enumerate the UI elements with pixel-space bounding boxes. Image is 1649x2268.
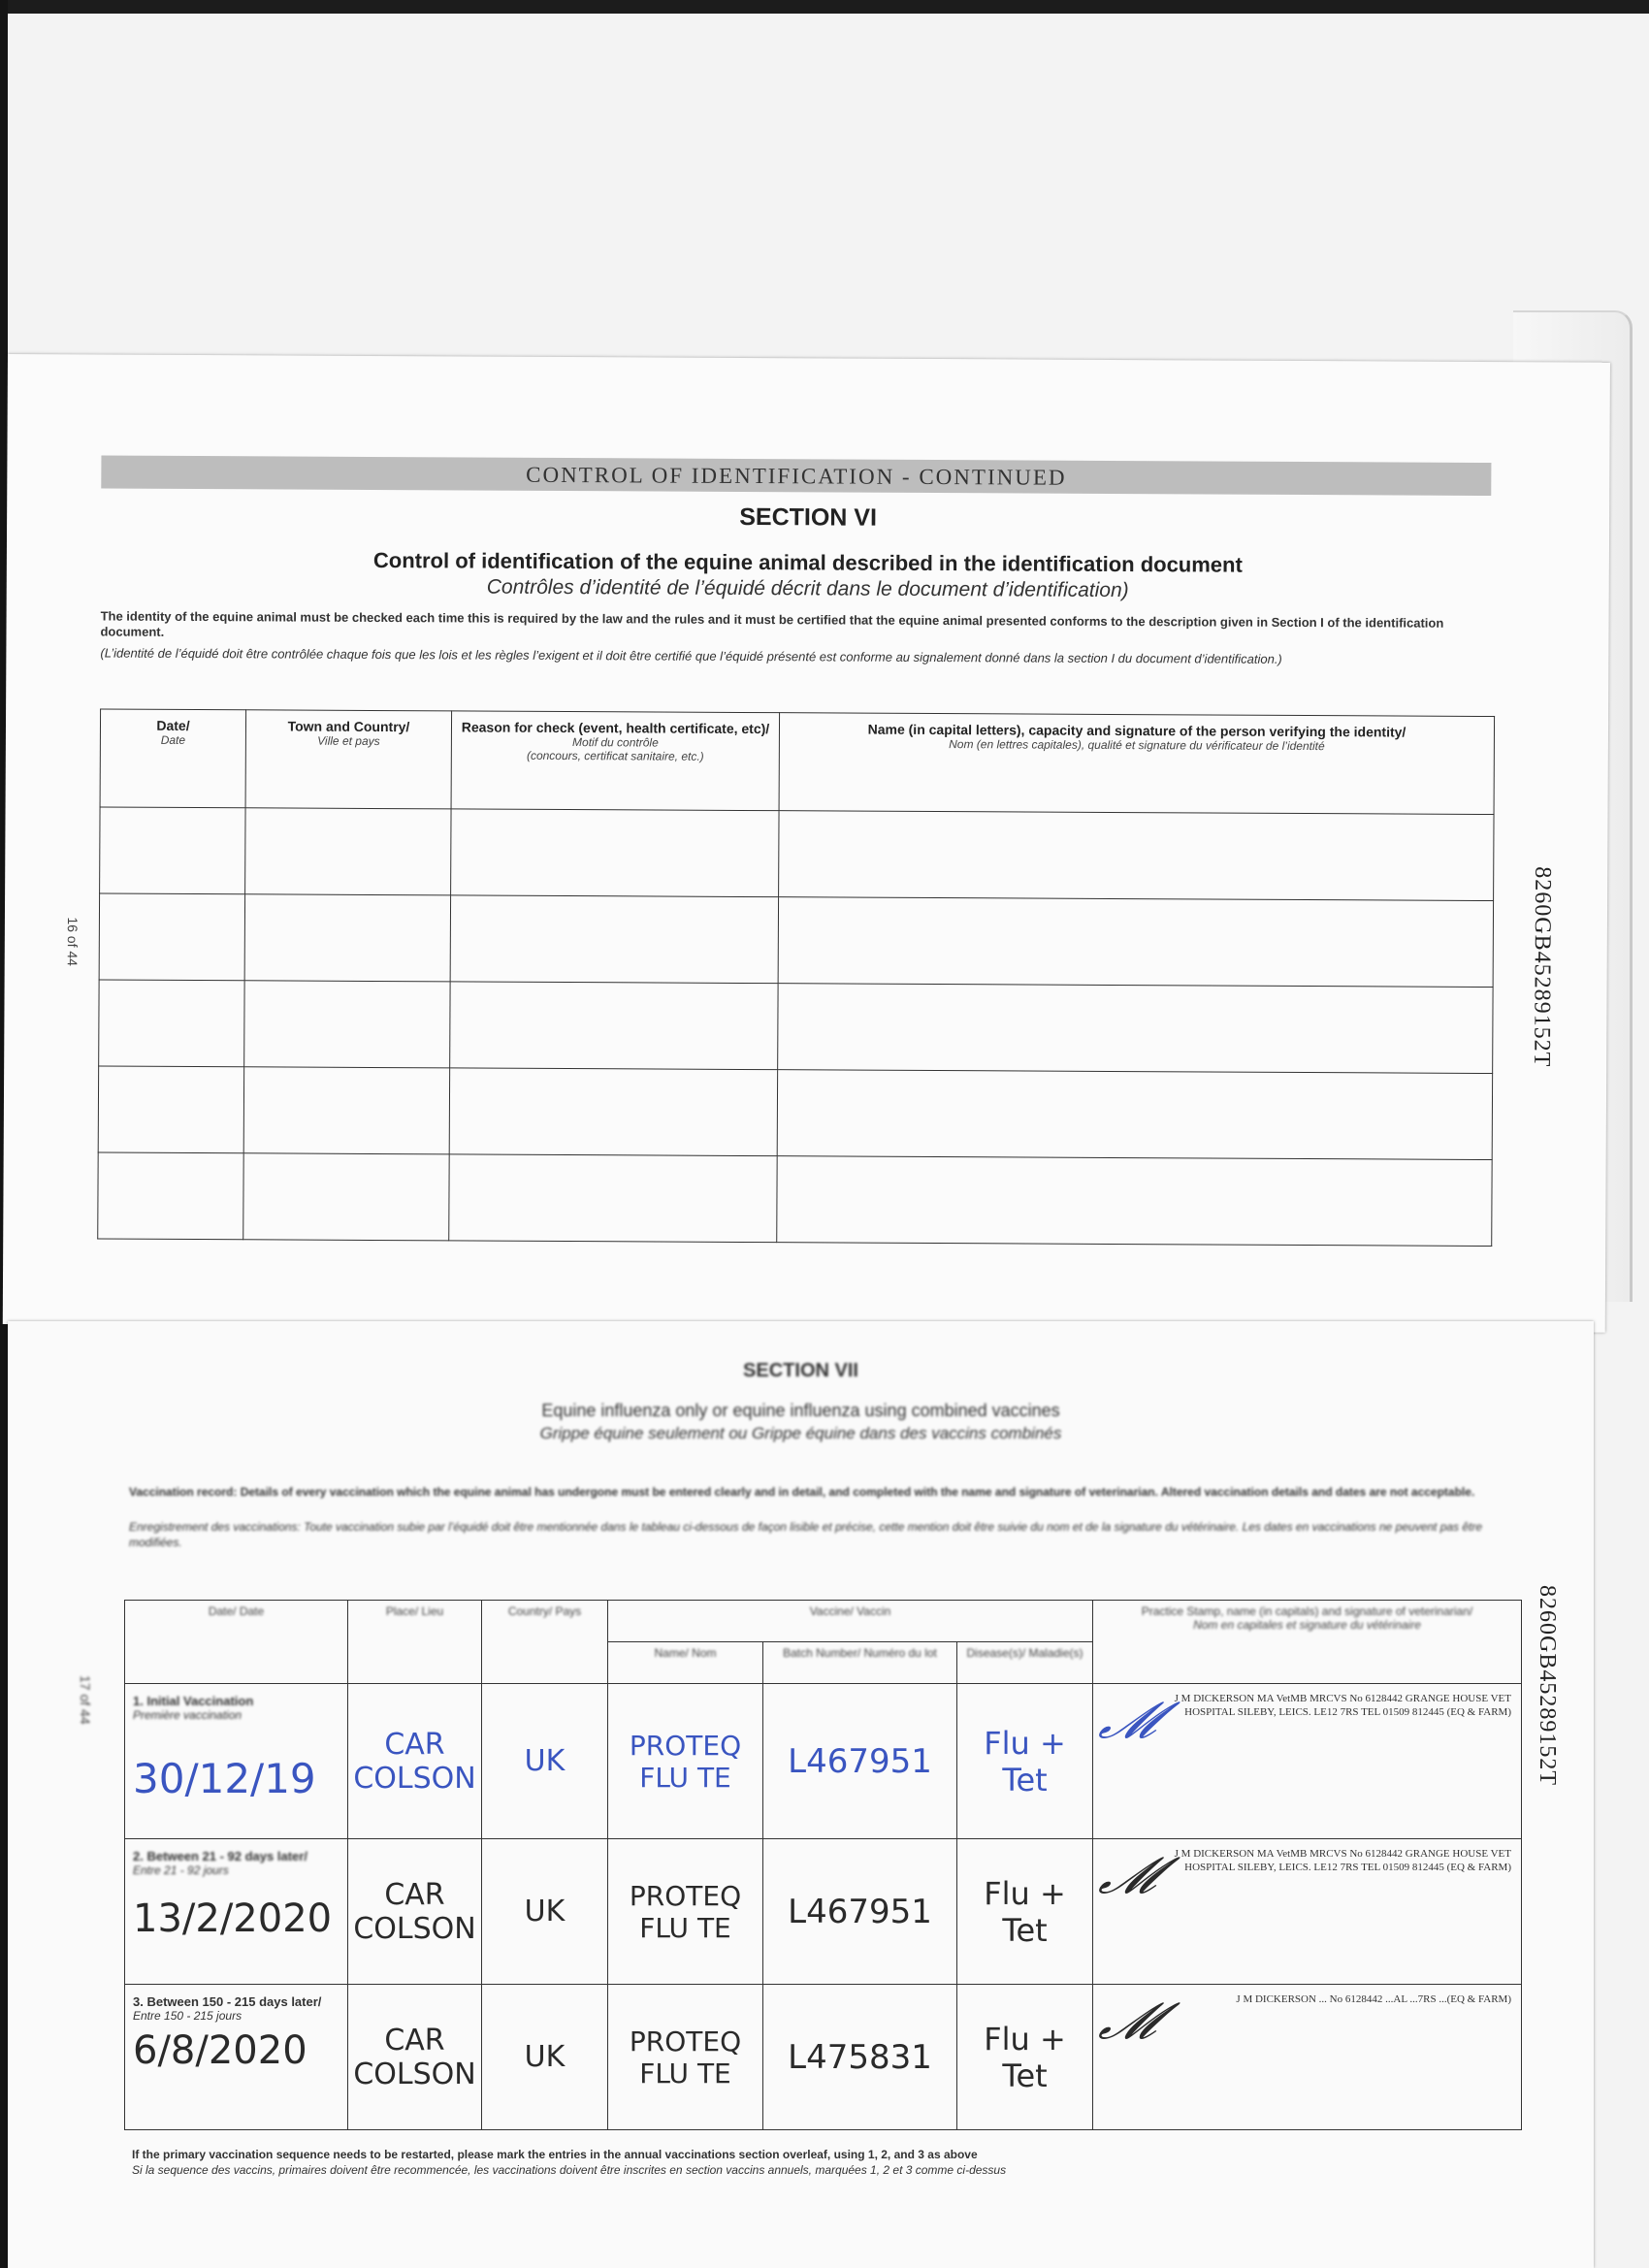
section-banner: CONTROL OF IDENTIFICATION - CONTINUED xyxy=(101,456,1491,497)
instruction-text: Vaccination record: Details of every vaccination which the equine animal has undergone must be entered clearly and in detail, and completed with the name and signature of veterinarian. Altered vaccination details and dates are not acceptable. xyxy=(129,1485,1475,1499)
table-row xyxy=(98,1066,1492,1160)
vaccination-place: CAR COLSON xyxy=(348,1839,482,1985)
row-label: 1. Initial Vaccination Première vaccination 30/12/19 xyxy=(125,1684,348,1839)
table-header-row xyxy=(100,709,1495,815)
document-id: 8260GB45289152T xyxy=(1529,866,1556,1068)
document-id: 8260GB45289152T xyxy=(1535,1585,1560,1786)
vaccination-country: UK xyxy=(482,1985,608,2130)
footer-note-fr: Si la sequence des vaccins, primaires doivent être recommencée, les vaccinations doivent être inscrites en section vaccins annuels, marquées 1, 2 et 3 comme ci-dessus xyxy=(132,2163,1007,2177)
vaccine-name: PROTEQ FLU TE xyxy=(608,1985,763,2130)
col-country: Country/ Pays xyxy=(482,1601,608,1684)
instruction-text-fr: Enregistrement des vaccinations: Toute vaccination subie par l’équidé doit être mentionnée dans le tableau ci-dessous de façon lisible et précise, cette mention doit être suivie du nom et de la signature du vétérinaire. Les dates en vaccinations ne peuvent pas être modifiées. xyxy=(129,1520,1483,1549)
table-row xyxy=(125,1684,1522,1839)
instruction-text: The identity of the equine animal must be checked each time this is required by the law and the rules and it must be certified that the equine animal presented conforms to the description given in Section I of the identification document. xyxy=(100,608,1444,639)
lower-page xyxy=(8,1321,1594,2268)
col-town-country: Town and Country/ Ville et pays xyxy=(245,710,452,809)
table-row xyxy=(100,807,1494,901)
vaccination-country: UK xyxy=(482,1684,608,1839)
col-date: Date/ Date xyxy=(125,1601,348,1684)
table-row xyxy=(125,1839,1522,1985)
vet-stamp: 𝓜 J M DICKERSON MA VetMB MRCVS No 6128442 GRANGE HOUSE VET HOSPITAL SILEBY, LEICS. LE12 7RS TEL 01509 812445 (EQ & FARM) xyxy=(1093,1839,1522,1985)
page-number: 16 of 44 xyxy=(64,917,81,967)
footer-note: If the primary vaccination sequence needs to be restarted, please mark the entries in the annual vaccinations section overleaf, using 1, 2, and 3 as above xyxy=(132,2148,978,2161)
col-vaccine-name: Name/ Nom xyxy=(608,1642,763,1684)
batch-number: L475831 xyxy=(763,1985,957,2130)
scan-top-edge xyxy=(0,0,1649,14)
vet-signature: 𝓜 xyxy=(1092,1847,1171,1905)
vaccination-date: 30/12/19 xyxy=(133,1755,316,1802)
vaccination-place: CAR COLSON xyxy=(348,1985,482,2130)
table-row xyxy=(99,893,1493,988)
table-row xyxy=(125,1985,1522,2130)
batch-number: L467951 xyxy=(763,1684,957,1839)
vet-signature: 𝓜 xyxy=(1092,1692,1171,1750)
vaccination-country: UK xyxy=(482,1839,608,1985)
vaccine-name: PROTEQ FLU TE xyxy=(608,1684,763,1839)
vet-stamp: 𝓜 J M DICKERSON ... No 6128442 ...AL ...7RS ...(EQ & FARM) xyxy=(1093,1985,1522,2130)
section-subtitle: Equine influenza only or equine influenza using combined vaccines xyxy=(541,1401,1060,1420)
identification-check-table xyxy=(97,709,1495,1247)
row-label: 2. Between 21 - 92 days later/ Entre 21 - 92 jours 13/2/2020 xyxy=(125,1839,348,1985)
row-label: 3. Between 150 - 215 days later/ Entre 150 - 215 jours 6/8/2020 xyxy=(125,1985,348,2130)
table-row xyxy=(98,1152,1492,1247)
col-vaccine: Vaccine/ Vaccin xyxy=(608,1601,1093,1642)
vaccination-date: 13/2/2020 xyxy=(133,1896,333,1941)
section-subtitle-fr: Contrôles d’identité de l’équidé décrit dans le document d’identification) xyxy=(486,575,1129,602)
col-reason: Reason for check (event, health certificate, etc)/ Motif du contrôle (concours, certificat sanitaire, etc.) xyxy=(451,711,780,811)
page-number: 17 of 44 xyxy=(78,1675,93,1725)
col-batch: Batch Number/ Numéro du lot xyxy=(763,1642,957,1684)
col-disease: Disease(s)/ Maladie(s) xyxy=(957,1642,1093,1684)
section-title: SECTION VI xyxy=(739,502,878,532)
section-title: SECTION VII xyxy=(743,1360,858,1381)
disease: Flu + Tet xyxy=(957,1684,1093,1839)
disease: Flu + Tet xyxy=(957,1985,1093,2130)
col-verifier: Name (in capital letters), capacity and signature of the person verifying the identity/ Nom (en lettres capitales), qualité et signature du vérificateur de l’identité xyxy=(779,713,1495,815)
batch-number: L467951 xyxy=(763,1839,957,1985)
instruction-text-fr: (L’identité de l’équidé doit être contrôlée chaque fois que les lois et les règles l’exigent et il doit être certifié que l’équidé présenté est conforme au signalement donné dans la section I du document d’identification.) xyxy=(100,645,1282,666)
vaccine-name: PROTEQ FLU TE xyxy=(608,1839,763,1985)
vaccination-place: CAR COLSON xyxy=(348,1684,482,1839)
table-row xyxy=(99,980,1493,1074)
col-practice: Practice Stamp, name (in capitals) and signature of veterinarian/ Nom en capitales et signature du vétérinaire xyxy=(1093,1601,1522,1684)
vaccination-date: 6/8/2020 xyxy=(133,2028,307,2073)
col-place: Place/ Lieu xyxy=(348,1601,482,1684)
disease: Flu + Tet xyxy=(957,1839,1093,1985)
section-subtitle: Control of identification of the equine animal described in the identification document xyxy=(372,547,1243,577)
col-date: Date/ Date xyxy=(100,709,246,808)
table-header-row xyxy=(125,1601,1522,1642)
upper-page xyxy=(3,354,1610,1333)
vet-stamp: 𝓜 J M DICKERSON MA VetMB MRCVS No 6128442 GRANGE HOUSE VET HOSPITAL SILEBY, LEICS. LE12 7RS TEL 01509 812445 (EQ & FARM) xyxy=(1093,1684,1522,1839)
vet-signature: 𝓜 xyxy=(1092,1993,1171,2051)
vaccination-record-table xyxy=(124,1600,1522,2130)
section-subtitle-fr: Grippe équine seulement ou Grippe équine dans des vaccins combinés xyxy=(539,1424,1062,1442)
